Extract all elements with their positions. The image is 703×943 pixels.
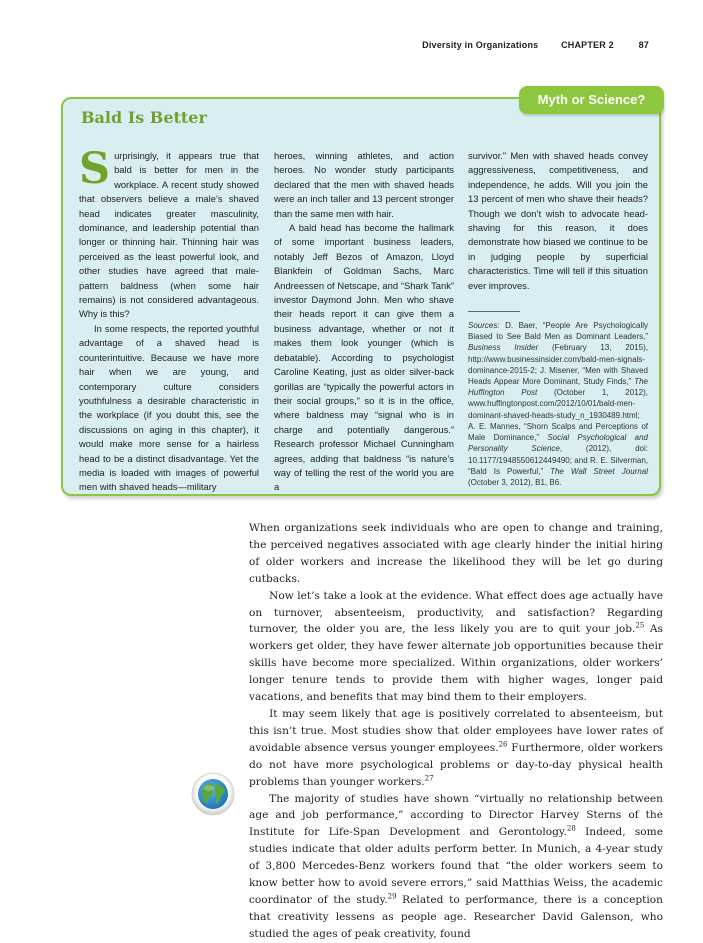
page-number: 87 [638, 40, 649, 50]
drop-cap: S [79, 144, 111, 194]
sources-divider [468, 311, 520, 312]
main-body-text [249, 520, 663, 943]
endnote-ref: 25 [635, 621, 645, 630]
globe-icon [191, 772, 235, 816]
endnote-ref: 29 [387, 892, 397, 901]
body-paragraph: The majority of studies have shown “virtually no relationship between age and job performance,” according to Director Harvey Sterns of the Institute for Life-Span Development and Gerontology.$^{28}$ Indeed, some studies indicate that older adults perform better. In Munich, a 4-year study of 3,800 Mercedes-Benz workers found that “the older workers seem to know better how to avoid severe errors,” said Matthias Weiss, the academic coordinator of the study.$^{29}$ Related to performance, there is a conception that creativity lessens as people age. Researcher David Galenson, who studied the ages of peak creativity, found [249, 792, 663, 940]
running-head [422, 40, 649, 50]
feature-column-2 [274, 149, 454, 495]
endnote-ref: 28 [566, 824, 576, 833]
running-head-chapter: CHAPTER 2 [561, 40, 614, 50]
body-paragraph: When organizations seek individuals who are open to change and training, the perceived negatives associated with age clearly hinder the initial hiring of older workers and increase the likelihood they will be let go during cutbacks. [249, 522, 663, 585]
feature-paragraph: A bald head has become the hallmark of some important business leaders, notably Jeff Bezos of Amazon, Lloyd Blankfein of Goldman Sachs, Marc Andreessen of Netscape, and “Shark Tank” investor Daymond John. Men who shave their heads report it can give them a business advantage, whether or not it makes them look younger (which is debatable). According to psychologist Caroline Keating, just as older silver-back gorillas are “typically the powerful actors in their social groups,” so it is in the office, where baldness may “signal who is in charge and potentially dangerous.” Research professor Michael Cunningham agrees, adding that baldness “is nature’s way of telling the rest of the world you are a [274, 222, 454, 493]
feature-tab-label: Myth or Science? [519, 86, 664, 114]
feature-column-3 [468, 149, 648, 488]
endnote-ref: 26 [498, 740, 508, 749]
endnote-ref: 27 [424, 774, 434, 783]
feature-paragraph: In some respects, the reported youthful advantage of a shaved head is counterintuitive. Because we have more hair when we are young, and contemporary culture considers youthfulness a desirable characteristic in the workplace (if you doubt this, see the discussions on aging in this chapter), it would make more sense for a hairless head to be a distinct disadvantage. Yet the media is loaded with images of powerful men with shaved heads—military [79, 322, 259, 493]
feature-paragraph: heroes, winning athletes, and action heroes. No wonder study participants declared that the men with shaved heads were an inch taller and 13 percent stronger than the same men with hair. [274, 150, 454, 219]
feature-title: Bald Is Better [81, 108, 207, 127]
feature-column-1 [79, 144, 259, 495]
feature-paragraph: survivor.” Men with shaved heads convey aggressiveness, competitiveness, and independence, he adds. Will you join the 13 percent of men who shave their heads? Though we don’t wish to advocate head-shaving for this reason, it does demonstrate how biased we continue to be in judging people by superficial characteristics. Time will tell if this situation ever improves. [468, 150, 648, 291]
body-paragraph: Now let’s take a look at the evidence. What effect does age actually have on turnover, absenteeism, productivity, and satisfaction? Regarding turnover, the older you are, the less likely you are to quit your job.$^{25}$ As workers get older, they have fewer alternate job opportunities because their skills have become more specialized. Within organizations, older workers’ longer tenure tends to provide them with higher wages, longer paid vacations, and benefits that may bind them to their employers. [249, 589, 663, 704]
running-head-section: Diversity in Organizations [422, 40, 539, 50]
sources-citation: Sources: D. Baer, “People Are Psychologically Biased to See Bald Men as Dominant Leaders,” Business Insider (February 13, 2015), http://www.businessinsider.com/bald-men-signals-dominance-2015-2; J. Misener, “Men with Shaved Heads Appear More Dominant, Study Finds,” The Huffington Post (October 1, 2012), www.huffingtonpost.com/2012/10/01/bald-men-dominant-shaved-heads-study_n_1930489.html; A. E. Mannes, “Shorn Scalps and Perceptions of Male Dominance,” Social Psychological and Personality Science, (2012), doi: 10.1177/1948550612449490; and R. E. Silverman, “Bald Is Powerful,” The Wall Street Journal (October 3, 2012), B1, B6. [468, 321, 649, 487]
body-paragraph: It may seem likely that age is positively correlated to absenteeism, but this isn’t true. Most studies show that older employees have lower rates of avoidable absence versus younger employees.$^{26}$ Furthermore, older workers do not have more psychological problems or day-to-day physical health problems than younger workers.$^{27}$ [249, 707, 663, 788]
feature-paragraph: Surprisingly, it appears true that bald is better for men in the workplace. A recent study showed that observers believe a male’s shaved head indicates greater masculinity, dominance, and leadership potential than longer or thinning hair. Thinning hair was perceived as the least powerful look, and other studies have agreed that male-pattern baldness (when some hair remains) is not considered advantageous. Why is this? [79, 144, 259, 320]
